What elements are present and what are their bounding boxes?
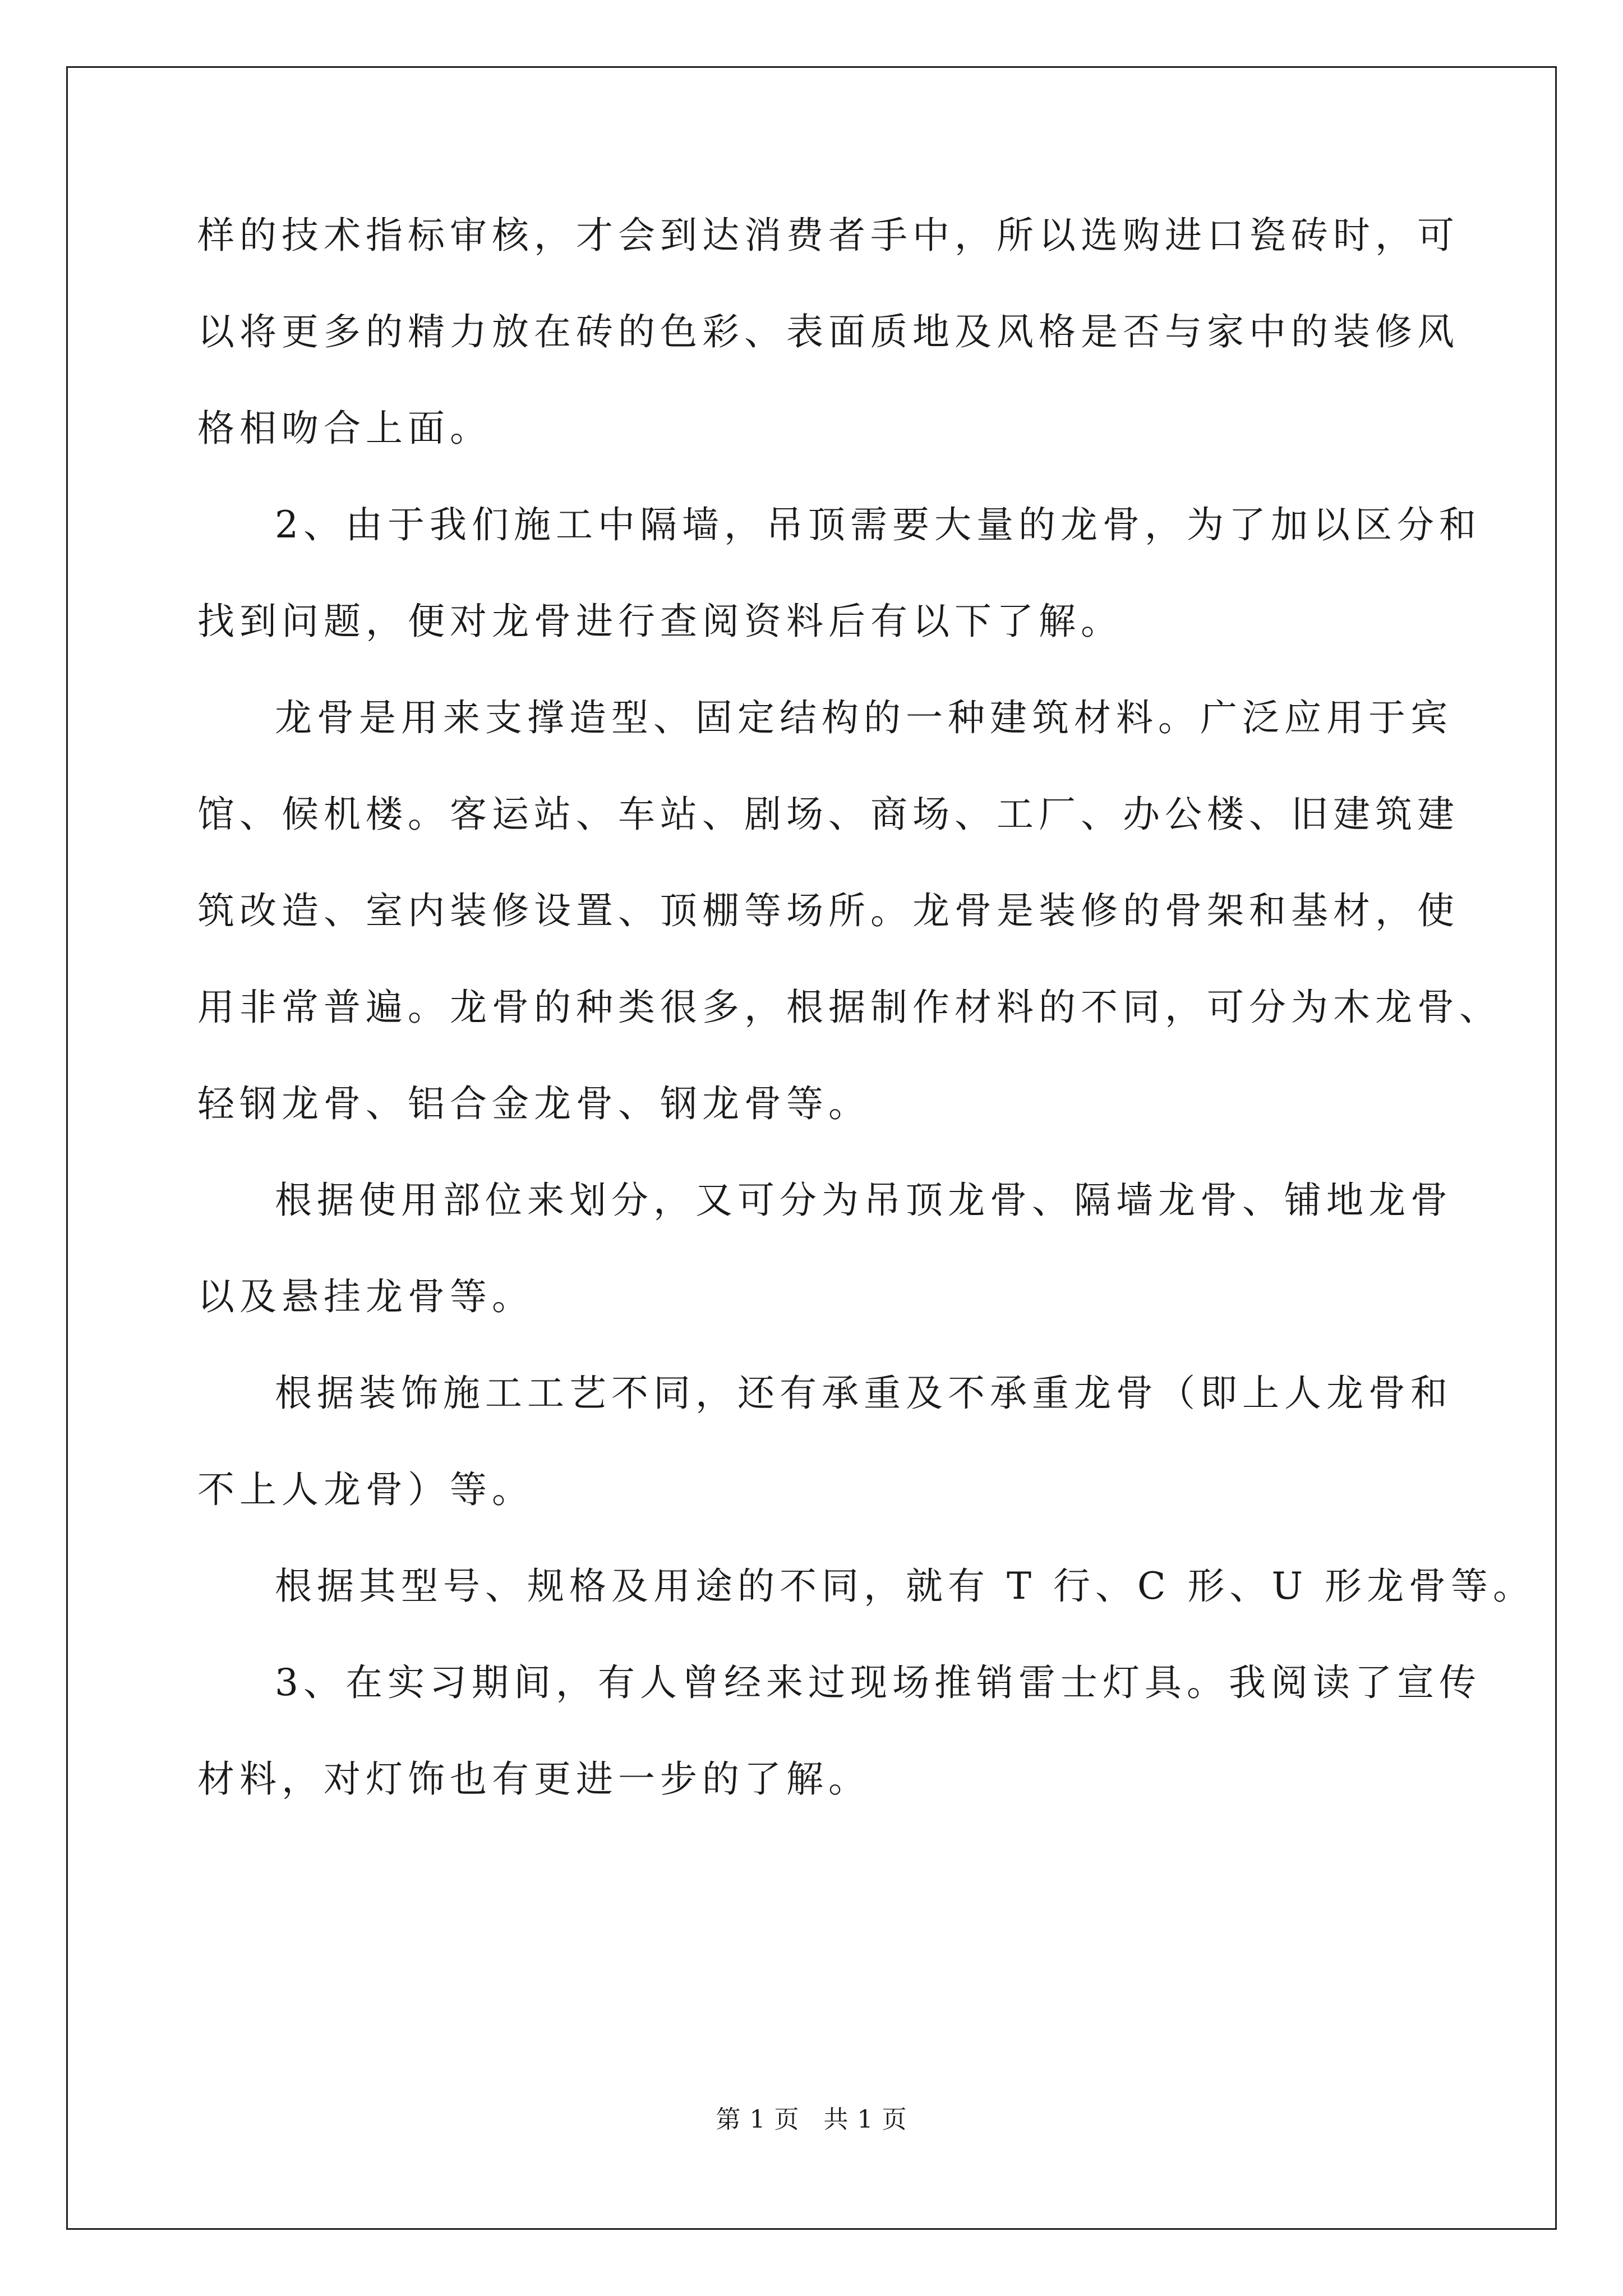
page-total: 共 1 页	[823, 2105, 907, 2134]
text-line: 用非常普遍。龙骨的种类很多，根据制作材料的不同，可分为木龙骨、	[197, 986, 1501, 1029]
text-line: 筑改造、室内装修设置、顶棚等场所。龙骨是装修的骨架和基材，使	[197, 889, 1459, 932]
text-line: 根据装饰施工工艺不同，还有承重及不承重龙骨（即上人龙骨和	[275, 1372, 1453, 1415]
text-line: 根据其型号、规格及用途的不同，就有 T 行、C 形、U 形龙骨等。	[275, 1565, 1536, 1608]
text-line: 龙骨是用来支撑造型、固定结构的一种建筑材料。广泛应用于宾	[275, 696, 1453, 739]
text-line: 3、在实习期间，有人曾经来过现场推销雷士灯具。我阅读了宣传	[275, 1661, 1481, 1704]
page-number: 第 1 页	[716, 2105, 800, 2134]
text-line: 2、由于我们施工中隔墙，吊顶需要大量的龙骨，为了加以区分和	[275, 503, 1481, 546]
page-border	[66, 66, 1557, 2230]
text-line: 馆、候机楼。客运站、车站、剧场、商场、工厂、办公楼、旧建筑建	[197, 793, 1459, 836]
text-line: 不上人龙骨）等。	[197, 1468, 534, 1511]
text-line: 根据使用部位来划分，又可分为吊顶龙骨、隔墙龙骨、铺地龙骨	[275, 1179, 1453, 1222]
text-line: 以将更多的精力放在砖的色彩、表面质地及风格是否与家中的装修风	[197, 310, 1459, 353]
text-line: 以及悬挂龙骨等。	[197, 1275, 534, 1318]
text-line: 样的技术指标审核，才会到达消费者手中，所以选购进口瓷砖时，可	[197, 214, 1459, 257]
text-line: 轻钢龙骨、铝合金龙骨、钢龙骨等。	[197, 1082, 870, 1125]
page-footer	[0, 2099, 1623, 2135]
text-line: 找到问题，便对龙骨进行查阅资料后有以下了解。	[197, 600, 1123, 643]
text-line: 格相吻合上面。	[197, 407, 492, 450]
text-line: 材料，对灯饰也有更进一步的了解。	[197, 1757, 870, 1801]
